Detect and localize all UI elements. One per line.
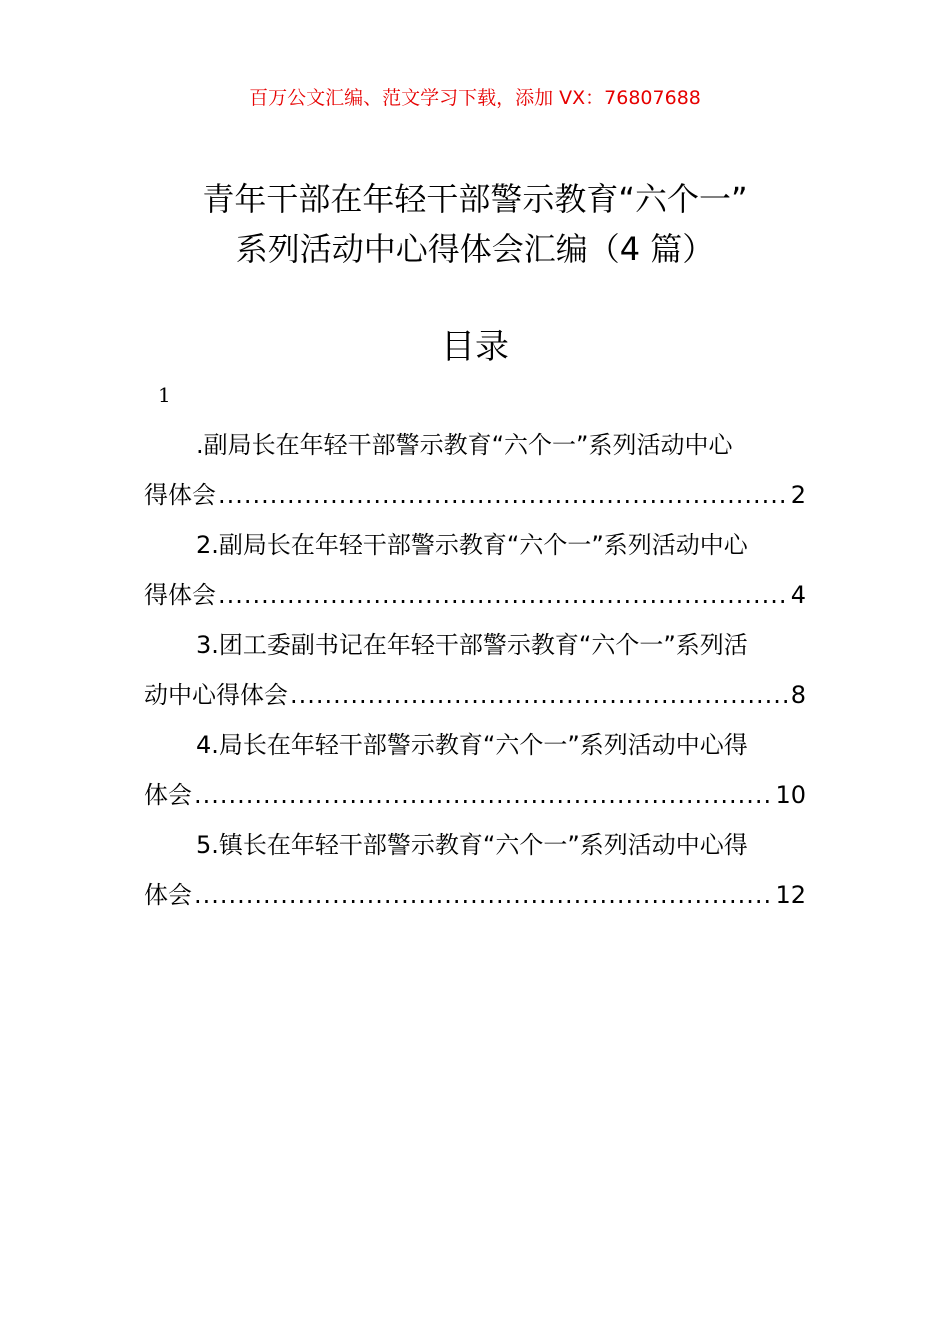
- toc-entry[interactable]: [144, 820, 806, 920]
- toc-entry-title-end: 动中心得体会: [144, 681, 288, 709]
- toc-entry-title-end: 体会: [144, 781, 192, 809]
- header-banner: 百万公文汇编、范文学习下载，添加 VX：76807688: [249, 87, 701, 109]
- toc-leader-dots: [194, 770, 773, 820]
- toc-page-number: 2: [790, 481, 806, 509]
- toc-entry-title-end: 体会: [144, 881, 192, 909]
- toc-page-number: 8: [790, 681, 806, 709]
- toc-entry-continuation: [144, 570, 806, 620]
- toc-entry-title: 5.镇长在年轻干部警示教育“六个一”系列活动中心得: [196, 831, 748, 859]
- document-title-line-2: 系列活动中心得体会汇编（4 篇）: [235, 230, 715, 268]
- toc-entry-continuation: [144, 770, 806, 820]
- toc-entry-continuation: [144, 870, 806, 920]
- toc-leader-dots: [194, 870, 773, 920]
- toc-page-number: 4: [790, 581, 806, 609]
- table-of-contents: [144, 420, 806, 920]
- toc-entry-title-end: 得体会: [144, 581, 216, 609]
- toc-entry-continuation: [144, 670, 806, 720]
- toc-page-number: 12: [775, 881, 806, 909]
- toc-entry-continuation: [144, 470, 806, 520]
- document-title-line-1: 青年干部在年轻干部警示教育“六个一”: [202, 180, 748, 218]
- toc-entry[interactable]: [144, 720, 806, 820]
- toc-entry[interactable]: [144, 420, 806, 520]
- toc-entry-title: .副局长在年轻干部警示教育“六个一”系列活动中心: [196, 431, 733, 459]
- toc-page-number: 10: [775, 781, 806, 809]
- toc-entry-title: 3.团工委副书记在年轻干部警示教育“六个一”系列活: [196, 631, 748, 659]
- toc-heading: 目录: [441, 327, 509, 367]
- toc-entry[interactable]: [144, 620, 806, 720]
- stray-number: 1: [158, 383, 171, 407]
- toc-entry-title-end: 得体会: [144, 481, 216, 509]
- toc-leader-dots: [218, 570, 789, 620]
- toc-entry-title: 4.局长在年轻干部警示教育“六个一”系列活动中心得: [196, 731, 748, 759]
- toc-leader-dots: [218, 470, 789, 520]
- document-title: [0, 174, 950, 274]
- toc-entry[interactable]: [144, 520, 806, 620]
- toc-entry-title: 2.副局长在年轻干部警示教育“六个一”系列活动中心: [196, 531, 748, 559]
- toc-leader-dots: [290, 670, 789, 720]
